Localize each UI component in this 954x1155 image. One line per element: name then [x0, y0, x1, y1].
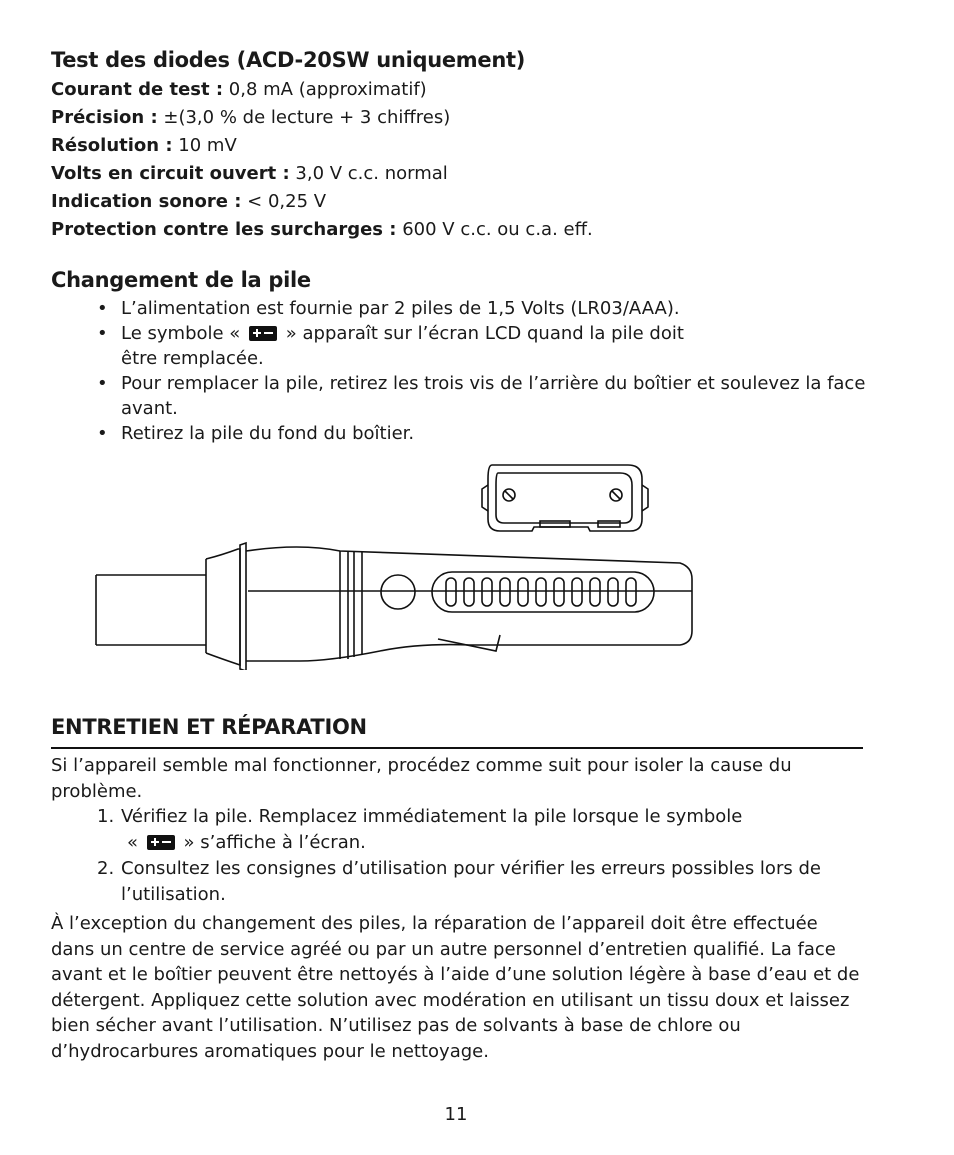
bullet-text-pre: Le symbole «: [121, 323, 241, 344]
spec-row-test-current: [51, 76, 593, 104]
spec-value: 3,0 V c.c. normal: [289, 163, 448, 184]
spec-label: Indication sonore :: [51, 191, 242, 212]
maintenance-heading: ENTRETIEN ET RÉPARATION: [51, 715, 367, 739]
list-item: [51, 296, 881, 321]
heading-divider: [51, 747, 863, 749]
battery-cover-illustration: [482, 465, 648, 531]
spec-row-resolution: [51, 132, 593, 160]
maintenance-steps: [51, 804, 881, 908]
bullet-text-cont: être remplacée.: [121, 348, 264, 369]
list-item: [51, 321, 881, 371]
battery-change-heading: Changement de la pile: [51, 268, 311, 292]
spec-value: ±(3,0 % de lecture + 3 chiffres): [157, 107, 451, 128]
maintenance-closing-paragraph: À l’exception du changement des piles, la réparation de l’appareil doit être effectuée dans un centre de service agréé ou par un autre personnel d’entretien qualifié. La face avant et le boîtier peuvent être nettoyés à l’aide d’une solution légère à base d’eau et de détergent. Appliquez cette solution avec modération en utilisant un tissu doux et laissez bien sécher avant l’utilisation. N’utilisez pas de solvants à base de chlore ou d’hydrocarbures aromatiques pour le nettoyage.: [51, 913, 860, 1062]
step-number: 1.: [97, 806, 115, 827]
spec-row-accuracy: [51, 104, 593, 132]
clamp-meter-illustration: [0, 455, 954, 670]
spec-row-overload-protection: [51, 216, 593, 244]
spec-label: Résolution :: [51, 135, 173, 156]
spec-row-open-circuit-volts: [51, 160, 593, 188]
battery-low-icon: [249, 326, 277, 341]
battery-low-icon: [147, 835, 175, 850]
bullet-glyph: •: [97, 423, 108, 444]
page-number: 11: [444, 1104, 468, 1125]
spec-label: Volts en circuit ouvert :: [51, 163, 290, 184]
step-text: Consultez les consignes d’utilisation pour vérifier les erreurs possibles lors de l’utilisation.: [121, 858, 821, 905]
step-text-open: «: [127, 832, 139, 853]
step-text-post: » s’affiche à l’écran.: [183, 832, 366, 853]
spec-label: Courant de test :: [51, 79, 224, 100]
bullet-glyph: •: [97, 323, 108, 344]
list-item: [51, 421, 881, 446]
bullet-text: L’alimentation est fournie par 2 piles de 1,5 Volts (LR03/AAA).: [121, 298, 680, 319]
spec-value: 0,8 mA (approximatif): [223, 79, 427, 100]
spec-value: 10 mV: [172, 135, 237, 156]
bullet-text-post: » apparaît sur l’écran LCD quand la pile doit: [285, 323, 684, 344]
spec-label: Protection contre les surcharges :: [51, 219, 397, 240]
step-text: Vérifiez la pile. Remplacez immédiatement la pile lorsque le symbole: [121, 806, 743, 827]
list-item: [51, 804, 881, 856]
list-item: [51, 371, 881, 421]
spec-row-audible-indication: [51, 188, 593, 216]
list-item: [51, 856, 881, 908]
bullet-text: Pour remplacer la pile, retirez les trois vis de l’arrière du boîtier et soulevez la face avant.: [121, 373, 866, 419]
bullet-text: Retirez la pile du fond du boîtier.: [121, 423, 415, 444]
diode-test-heading: Test des diodes (ACD-20SW uniquement): [51, 48, 526, 72]
bullet-glyph: •: [97, 298, 108, 319]
bullet-glyph: •: [97, 373, 108, 394]
step-number: 2.: [97, 858, 115, 879]
maintenance-intro: Si l’appareil semble mal fonctionner, procédez comme suit pour isoler la cause du problème.: [51, 755, 792, 802]
spec-value: 600 V c.c. ou c.a. eff.: [396, 219, 593, 240]
battery-bullet-list: [51, 296, 881, 446]
spec-value: < 0,25 V: [241, 191, 327, 212]
spec-label: Précision :: [51, 107, 158, 128]
diode-spec-list: [51, 76, 593, 244]
